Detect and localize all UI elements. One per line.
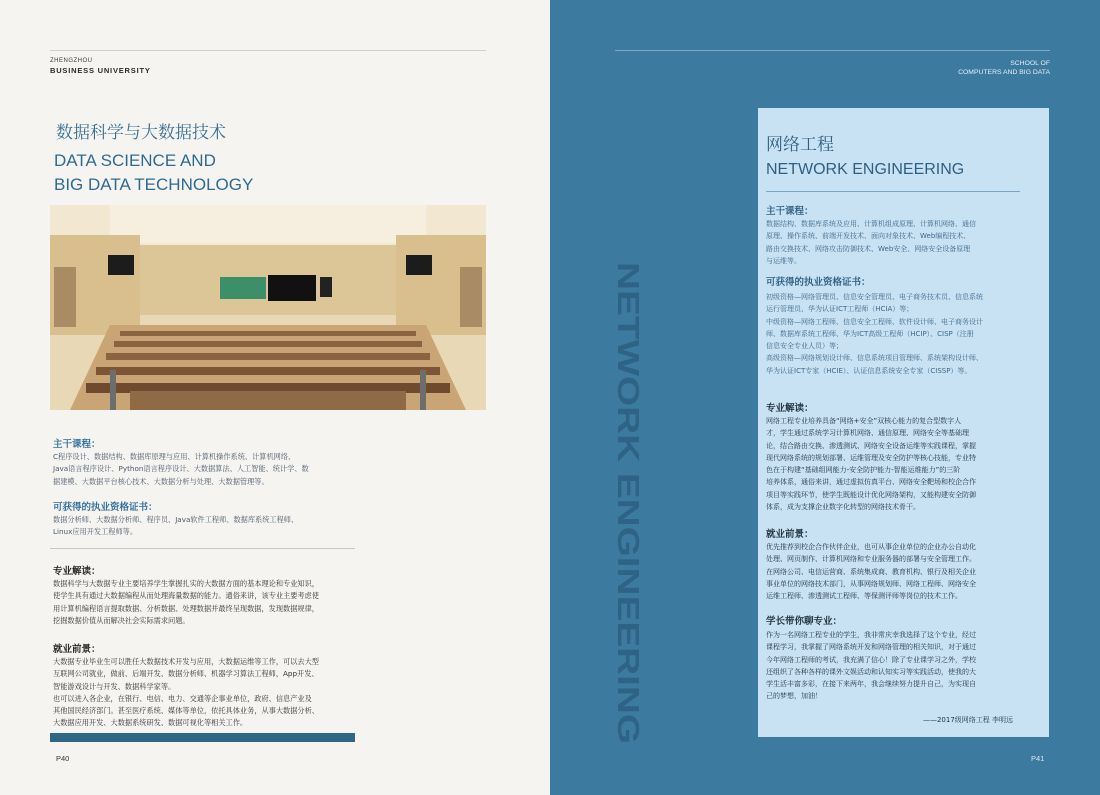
text-line: Linux应用开发工程师等。 — [53, 527, 138, 537]
courses-text-right — [766, 218, 1038, 267]
text-line: 挖掘数据价值从而解决社会实际需求问题。 — [53, 615, 190, 625]
text-line: 处理、网页制作、计算机网络和专业服务器的部署与安全管理工作。 — [766, 555, 976, 564]
text-line: 优先推荐到校企合作伙伴企业，也可从事企业单位的企业办公自动化 — [766, 543, 976, 551]
text-line: 用计算机编程语言提取数据、分析数据、处理数据并最终呈现数据，发现数据规律， — [53, 603, 319, 613]
classroom-photo — [50, 205, 486, 410]
career-text-right — [766, 541, 1038, 602]
text-line: Java语言程序设计、Python语言程序设计、大数据算法、人工智能、统计学、数 — [53, 464, 309, 474]
career-text-left — [53, 656, 358, 730]
text-line: 原理、操作系统、前端开发技术、面向对象技术、Web编程技术、 — [766, 232, 971, 241]
school-name — [958, 59, 1050, 77]
text-line: 培养体系，通俗来讲，通过虚拟仿真平台、网络安全靶场和校企合作 — [766, 478, 976, 487]
title-en-line: DATA SCIENCE AND — [54, 151, 216, 170]
text-line: 作为一名网络工程专业的学生，我非常庆幸我选择了这个专业，经过 — [766, 631, 976, 639]
text-line: 大数据应用开发、大数据系统研发、数据可视化等相关工作。 — [53, 718, 248, 728]
card-divider — [766, 191, 1020, 192]
cert-heading-left: 可获得的执业资格证书： — [53, 502, 158, 513]
text-line: 智能游戏设计与开发、数据科学家等。 — [53, 681, 176, 691]
text-line: 事业单位的网络技术部门，从事网络规划师、网络工程师、网络安全 — [766, 579, 976, 588]
text-line: 与运维等。 — [766, 256, 801, 265]
text-line: 在网络公司、电信运营商、系统集成商、教育机构、银行及相关企业 — [766, 567, 976, 576]
text-line: 课程学习，我掌握了网络系统开发和网络管理的相关知识，对于通过 — [766, 643, 976, 652]
text-line: 信息安全专业人员）等； — [766, 342, 843, 351]
cert-text-right — [766, 291, 1038, 377]
text-line: 运行管理员、华为认证ICT工程师（HCIA）等； — [766, 305, 914, 314]
cert-text-left — [53, 514, 358, 539]
text-line: 网络工程专业培养具备“网络+安全”双核心能力的复合型数字人 — [766, 417, 962, 425]
text-line: 己的梦想，加油！ — [766, 692, 822, 701]
text-line: 学生活丰富多彩，在接下来两年，我会继续努力提升自己，为实现自 — [766, 680, 976, 689]
network-engineering-card — [758, 108, 1049, 737]
text-line: 今年网络工程师的考试，我充满了信心！除了专业课学习之外，学校 — [766, 655, 976, 664]
text-line: 初级资格—网络管理员、信息安全管理员、电子商务技术员、信息系统 — [766, 293, 983, 301]
major-title-cn-left: 数据科学与大数据技术 — [56, 123, 226, 143]
text-line: 高级资格—网络规划设计师、信息系统项目管理师、系统架构设计师、 — [766, 354, 983, 363]
cert-heading-right: 可获得的执业资格证书： — [766, 277, 871, 288]
text-line: 还组织了各种各样的课外文娱活动和认知实习等实践活动，使我的大 — [766, 667, 976, 676]
divider-left — [50, 548, 355, 549]
text-line: 色在于构建“基础组网能力-安全防护能力-智能运维能力”的三阶 — [766, 466, 961, 475]
text-line: 论，结合路由交换、渗透测试、网络安全设备运维等实践课程，掌握 — [766, 441, 976, 450]
courses-heading-right: 主干课程： — [766, 206, 814, 217]
text-line: 数据结构、数据库系统及应用、计算机组成原理、计算机网络、通信 — [766, 220, 976, 228]
svg-text:NETWORK ENGINEERING: NETWORK ENGINEERING — [611, 262, 646, 648]
senior-talk-text — [766, 629, 1038, 703]
text-line: 华为认证ICT专家（HCIE）、认证信息系统安全专家（CISSP）等。 — [766, 366, 972, 375]
intro-text-right — [766, 415, 1038, 513]
text-line: 路由交换技术、网络攻击防御技术、Web安全、网络安全设备原理 — [766, 244, 971, 253]
courses-text-left — [53, 451, 358, 488]
text-line: 使学生具有通过大数据编程从而处理海量数据的能力。通俗来讲，该专业主要考虑使 — [53, 591, 319, 601]
major-title-cn-right: 网络工程 — [766, 135, 834, 155]
footer-bar-left — [50, 733, 355, 742]
page-number-left: P40 — [56, 754, 70, 763]
top-rule-right — [615, 50, 1050, 51]
text-line: 师、数据库系统工程师、华为ICT高级工程师（HCIP）、CISP（注册 — [766, 329, 974, 338]
university-name-bold: BUSINESS UNIVERSITY — [50, 66, 151, 75]
major-title-en-left — [54, 149, 354, 197]
intro-heading-right: 专业解读： — [766, 403, 814, 414]
text-line: 大数据专业毕业生可以胜任大数据技术开发与应用，大数据运维等工作，可以去大型 — [53, 657, 319, 666]
page-number-right: P41 — [1031, 754, 1045, 763]
student-signature: ——2017级网络工程 李明远 — [922, 716, 1013, 724]
major-title-en-right: NETWORK ENGINEERING — [766, 161, 965, 178]
text-line: 互联网公司就业，做前、后端开发、数据分析师、机器学习算法工程师，App开发、 — [53, 669, 319, 679]
text-line: 数据科学与大数据专业主要培养学生掌握扎实的大数据方面的基本理论和专业知识， — [53, 579, 319, 588]
text-line: 中级资格—网络工程师、信息安全工程师、软件设计师、电子商务设计 — [766, 317, 983, 326]
text-line: 也可以进入各企业，在银行、电信、电力、交通等企事业单位，政府、信息产业及 — [53, 693, 312, 703]
career-heading-right: 就业前景： — [766, 529, 814, 540]
intro-heading-left: 专业解读： — [53, 566, 101, 577]
senior-talk-heading: 学长带你聊专业： — [766, 616, 843, 627]
text-line: 据建模、大数据平台核心技术、大数据分析与处理、大数据管理等。 — [53, 476, 269, 486]
university-name-small: ZHENGZHOU — [50, 58, 93, 64]
text-line: 运维工程师、渗透测试工程师、等保测评师等岗位的技术工作。 — [766, 592, 962, 601]
school-line: SCHOOL OF — [1010, 60, 1050, 67]
text-line: 其他国民经济部门。甚至医疗系统、媒体等单位，依托具体业务，从事大数据分析、 — [53, 706, 319, 716]
text-line: 现代网络系统的规划部署、运维管理及安全防护等核心技能，专业特 — [766, 453, 976, 462]
top-rule-left — [50, 50, 486, 51]
text-line: 体系，成为支撑企业数字化转型的网络技术骨干。 — [766, 503, 920, 512]
career-heading-left: 就业前景： — [53, 644, 101, 655]
courses-heading-left: 主干课程： — [53, 439, 101, 450]
text-line: 项目等实践环节，使学生既能设计优化网络架构，又能构建安全防御 — [766, 490, 976, 499]
text-line: C程序设计、数据结构、数据库原理与应用、计算机操作系统、计算机网络、 — [53, 452, 296, 461]
title-en-line: BIG DATA TECHNOLOGY — [54, 175, 254, 194]
text-line: 才，学生通过系统学习计算机网络、通信原理、网络安全等基础理 — [766, 429, 969, 438]
text-line: 数据分析师、大数据分析师、程序员、Java软件工程师、数据库系统工程师、 — [53, 515, 299, 524]
school-line: COMPUTERS AND BIG DATA — [958, 69, 1050, 76]
vertical-major-title — [600, 258, 660, 748]
intro-text-left — [53, 578, 358, 627]
